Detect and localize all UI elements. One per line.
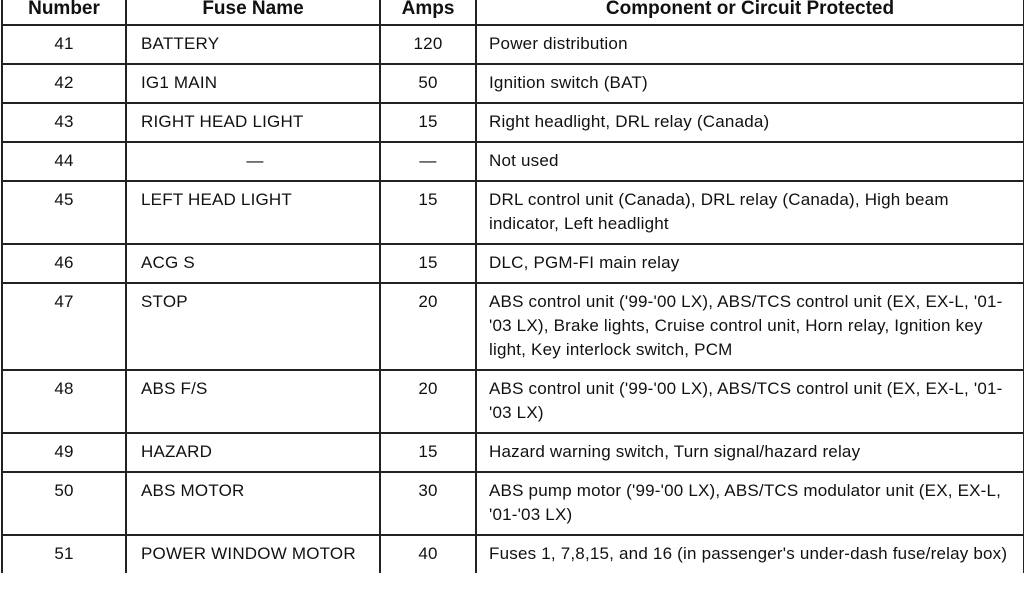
cell-number: 50 bbox=[2, 472, 126, 535]
header-number: Number bbox=[2, 0, 126, 25]
cell-component: ABS control unit ('99-'00 LX), ABS/TCS control unit (EX, EX-L, '01-'03 LX), Brake lights, Cruise control unit, Horn relay, Ignition key light, Key interlock switch, PCM bbox=[476, 283, 1024, 370]
cell-amps: 30 bbox=[380, 472, 476, 535]
cell-amps: 20 bbox=[380, 283, 476, 370]
header-component: Component or Circuit Protected bbox=[476, 0, 1024, 25]
cell-amps: 15 bbox=[380, 244, 476, 283]
cell-amps: 15 bbox=[380, 103, 476, 142]
cell-component: DLC, PGM-FI main relay bbox=[476, 244, 1024, 283]
cell-number: 45 bbox=[2, 181, 126, 244]
cell-fuse-name: BATTERY bbox=[126, 25, 380, 64]
cell-amps: 120 bbox=[380, 25, 476, 64]
table-row bbox=[2, 433, 1024, 472]
cell-number: 51 bbox=[2, 535, 126, 573]
cell-fuse-name: RIGHT HEAD LIGHT bbox=[126, 103, 380, 142]
header-amps: Amps bbox=[380, 0, 476, 25]
table-row bbox=[2, 103, 1024, 142]
cell-fuse-name: IG1 MAIN bbox=[126, 64, 380, 103]
cell-amps: — bbox=[380, 142, 476, 181]
table-row bbox=[2, 181, 1024, 244]
cell-number: 43 bbox=[2, 103, 126, 142]
cell-number: 44 bbox=[2, 142, 126, 181]
table-row bbox=[2, 142, 1024, 181]
cell-number: 49 bbox=[2, 433, 126, 472]
cell-amps: 20 bbox=[380, 370, 476, 433]
cell-component: DRL control unit (Canada), DRL relay (Canada), High beam indicator, Left headlight bbox=[476, 181, 1024, 244]
cell-amps: 15 bbox=[380, 433, 476, 472]
cell-component: Hazard warning switch, Turn signal/hazard relay bbox=[476, 433, 1024, 472]
cell-component: Right headlight, DRL relay (Canada) bbox=[476, 103, 1024, 142]
cell-fuse-name: STOP bbox=[126, 283, 380, 370]
table-row bbox=[2, 283, 1024, 370]
cell-fuse-name: HAZARD bbox=[126, 433, 380, 472]
cell-fuse-name: LEFT HEAD LIGHT bbox=[126, 181, 380, 244]
table-row bbox=[2, 472, 1024, 535]
table-row bbox=[2, 370, 1024, 433]
cell-number: 41 bbox=[2, 25, 126, 64]
cell-component: Fuses 1, 7,8,15, and 16 (in passenger's under-dash fuse/relay box) bbox=[476, 535, 1024, 573]
cell-amps: 15 bbox=[380, 181, 476, 244]
fuse-table bbox=[1, 0, 1024, 573]
table-row bbox=[2, 64, 1024, 103]
table-header-row bbox=[2, 0, 1024, 25]
cell-fuse-name: ABS MOTOR bbox=[126, 472, 380, 535]
cell-number: 47 bbox=[2, 283, 126, 370]
cell-amps: 40 bbox=[380, 535, 476, 573]
cell-number: 46 bbox=[2, 244, 126, 283]
cell-fuse-name: POWER WINDOW MOTOR bbox=[126, 535, 380, 573]
table-row bbox=[2, 25, 1024, 64]
cell-fuse-name: ABS F/S bbox=[126, 370, 380, 433]
cell-number: 42 bbox=[2, 64, 126, 103]
cell-fuse-name: — bbox=[126, 142, 380, 181]
table-row bbox=[2, 244, 1024, 283]
cell-fuse-name: ACG S bbox=[126, 244, 380, 283]
cell-component: Ignition switch (BAT) bbox=[476, 64, 1024, 103]
cell-component: ABS pump motor ('99-'00 LX), ABS/TCS modulator unit (EX, EX-L, '01-'03 LX) bbox=[476, 472, 1024, 535]
cell-component: Not used bbox=[476, 142, 1024, 181]
cell-component: Power distribution bbox=[476, 25, 1024, 64]
table-row bbox=[2, 535, 1024, 573]
cell-amps: 50 bbox=[380, 64, 476, 103]
cell-component: ABS control unit ('99-'00 LX), ABS/TCS control unit (EX, EX-L, '01-'03 LX) bbox=[476, 370, 1024, 433]
header-fuse-name: Fuse Name bbox=[126, 0, 380, 25]
cell-number: 48 bbox=[2, 370, 126, 433]
